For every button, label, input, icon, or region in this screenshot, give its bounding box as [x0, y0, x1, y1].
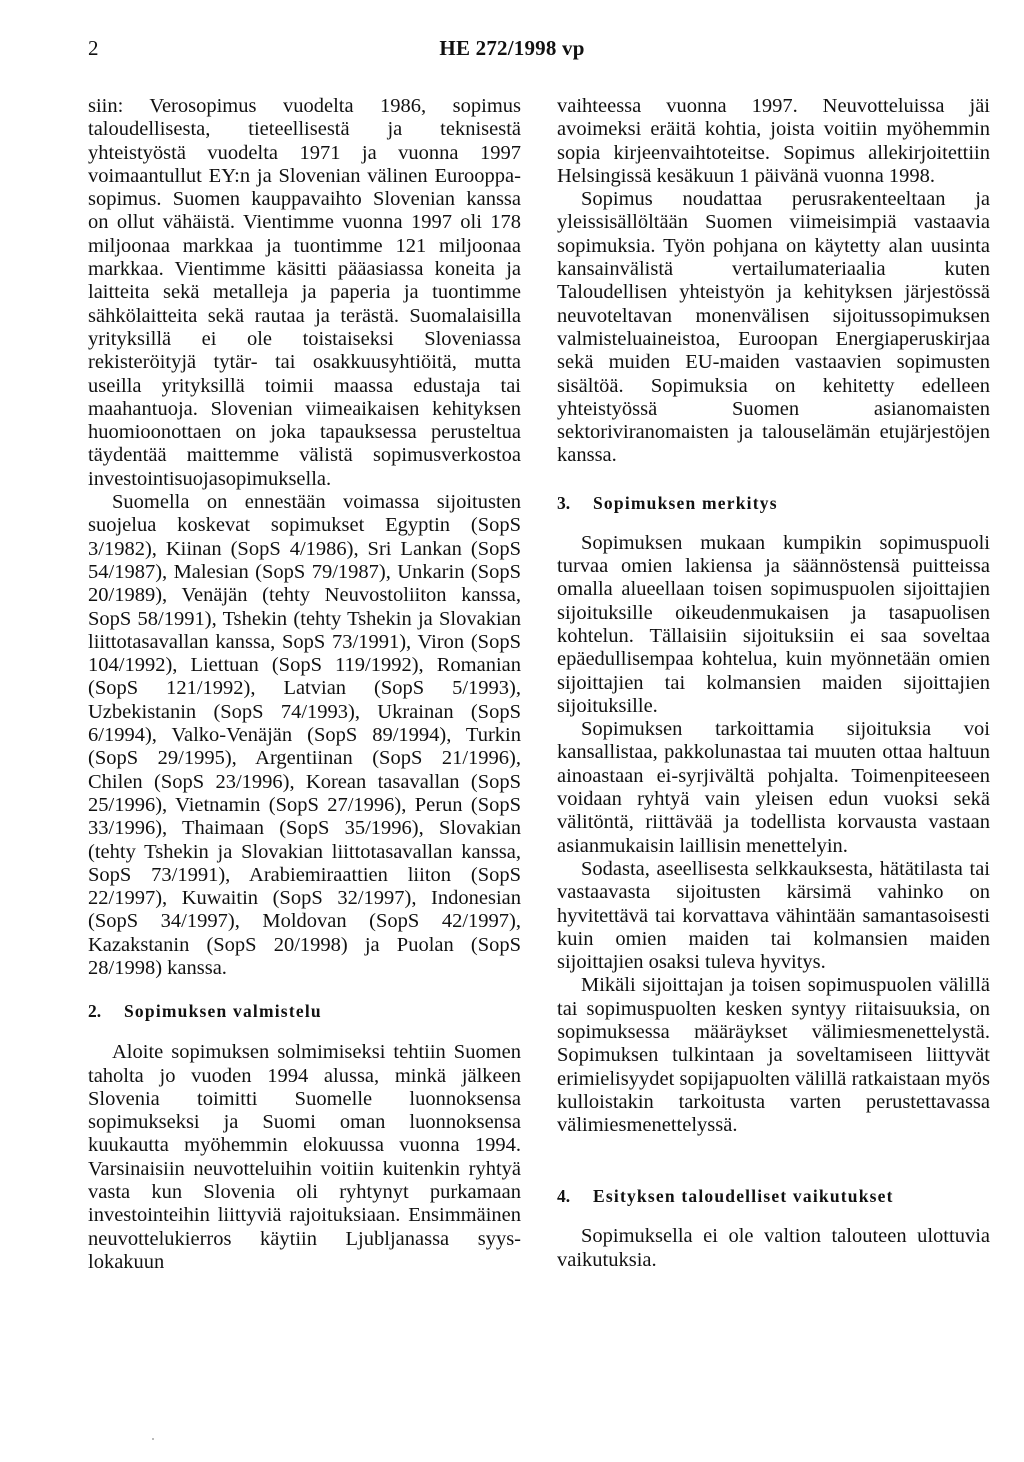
scan-speck — [152, 1438, 154, 1440]
section-number: 3. — [557, 492, 571, 513]
section-heading-3 — [557, 492, 990, 515]
paragraph: Mikäli sijoittajan ja toisen sopimuspuolen välillä tai sopimuspuolten kesken syntyy riitaisuuksia, on sopimuksessa määräykset välimiesmenettelystä. Sopimuksen tulkintaan ja soveltamiseen liittyvät erimielisyydet sopijapuolten välillä ratkaistaan myös kulloistakin tarkoitusta varten perustettavassa välimiesmenettelyssä. — [557, 974, 990, 1137]
paragraph: Sopimuksen tarkoittamia sijoituksia voi kansallistaa, pakkolunastaa tai muuten ottaa haltuun ainoastaan ei-syrjivältä pohjalta. Toimenpiteeseen voidaan ryhtyä vain yleisen edun vuoksi sekä välitöntä, riittävää ja todellista korvausta vastaan asianmukaisin laillisin menettelyin. — [557, 718, 990, 857]
paragraph: siin: Verosopimus vuodelta 1986, sopimus taloudellisesta, tieteellisestä ja teknisestä yhteistyöstä vuodelta 1971 ja vuonna 1997 voimaantullut EY:n ja Slovenian välinen Eurooppa-sopimus. Suomen kauppavaihto Slovenian kanssa on ollut vähäistä. Vientimme vuonna 1997 oli 178 miljoonaa markkaa ja tuontimme 121 miljoonaa markkaa. Vientimme käsitti pääasiassa koneita ja laitteita sekä metalleja ja paperia ja tuontimme sähkölaitteita sekä rautaa ja terästä. Suomalaisilla yrityksillä ei ole toistaiseksi Sloveniassa rekisteröityjä tytär- tai osakkuusyhtiöitä, mutta useilla yrityksillä toimii maassa edustaja tai maahantuoja. Slovenian viimeaikaisen kehityksen huomioonottaen on joka tapauksessa perusteltua täydentää maittemme välistä sopimusverkostoa investointisuojasopimuksella. — [88, 95, 521, 490]
running-title: HE 272/1998 vp — [439, 36, 585, 60]
paragraph: Aloite sopimuksen solmimiseksi tehtiin Suomen taholta jo vuoden 1994 alussa, minkä jälkeen Slovenia toimitti Suomelle luonnoksensa sopimukseksi ja Suomi oman luonnoksensa kuukautta myöhemmin elokuussa vuonna 1994. Varsinaisiin neuvotteluihin voitiin kuitenkin ryhtyä vasta kun Slovenia oli ryhtynyt purkamaan investointeihin liittyviä rajoituksiaan. Ensimmäinen neuvottelukierros käytiin Ljubljanassa syys-lokakuun — [88, 1041, 521, 1273]
paragraph: Sopimuksen mukaan kumpikin sopimuspuoli turvaa omien lakiensa ja säännöstensä puitteissa omalla alueellaan toisen sopimuspuolen sijoittajien sijoituksille oikeudenmukaisen ja tasapuolisen kohtelun. Tällaisiin sijoituksiin ei saa soveltaa epäedullisempaa kohtelua, kuin myönnetään omien sijoittajien tai kolmansien maiden sijoittajien sijoituksille. — [557, 531, 990, 717]
paragraph: Suomella on ennestään voimassa sijoitusten suojelua koskevat sopimukset Egyptin (SopS 3/1982), Kiinan (SopS 4/1986), Sri Lankan (SopS 54/1987), Malesian (SopS 79/1987), Unkarin (SopS 20/1989), Venäjän (tehty Neuvostoliiton kanssa, SopS 58/1991), Tshekin (tehty Tshekin ja Slovakian liittotasavallan kanssa, SopS 73/1991), Viron (SopS 104/1992), Liettuan (SopS 119/1992), Romanian (SopS 121/1992), Latvian (SopS 5/1993), Uzbekistanin (SopS 74/1993), Ukrainan (SopS 6/1994), Valko-Venäjän (SopS 89/1994), Turkin (SopS 29/1995), Argentiinan (SopS 21/1996), Chilen (SopS 23/1996), Korean tasavallan (SopS 25/1996), Vietnamin (SopS 27/1996), Perun (SopS 33/1996), Thaimaan (SopS 35/1996), Slovakian (tehty Tshekin ja Slovakian liittotasavallan kanssa, SopS 73/1991), Arabiemiraattien liiton (SopS 22/1997), Kuwaitin (SopS 32/1997), Indonesian (SopS 34/1997), Moldovan (SopS 42/1997), Kazakstanin (SopS 20/1998) ja Puolan (SopS 28/1998) kanssa. — [88, 491, 521, 979]
section-number: 2. — [88, 1001, 102, 1022]
section-number: 4. — [557, 1186, 571, 1207]
section-title: Sopimuksen valmistelu — [124, 1001, 322, 1022]
left-column — [88, 95, 521, 1274]
section-title: Sopimuksen merkitys — [593, 492, 778, 513]
section-heading-2 — [88, 1000, 521, 1023]
paragraph: Sodasta, aseellisesta selkkauksesta, hätätilasta tai vastaavasta sijoitusten kärsimä vahinko on hyvitettävä tai korvattava vähintään samantasoisesti kuin omien maiden tai kolmansien maiden sijoittajien osaksi tuleva hyvitys. — [557, 857, 990, 974]
paragraph: Sopimuksella ei ole valtion talouteen ulottuvia vaikutuksia. — [557, 1225, 990, 1271]
section-heading-4 — [557, 1185, 990, 1208]
page-number: 2 — [88, 36, 99, 60]
section-title: Esityksen taloudelliset vaikutukset — [593, 1186, 894, 1207]
right-column — [557, 95, 990, 1272]
paragraph: Sopimus noudattaa perusrakenteeltaan ja yleissisällöltään Suomen viimeisimpiä vastaavia sopimuksia. Työn pohjana on käytetty alan uusinta kansainvälistä vertailumateriaalia kuten Taloudellisen yhteistyön ja kehityksen järjestössä neuvoteltavan monenvälisen sijoitussopimuksen valmisteluaineistoa, Euroopan Energiaperuskirjaa sekä muiden EU-maiden vastaavien sopimusten sisältöä. Sopimuksia on kehitetty edelleen yhteistyössä Suomen asianomaisten sektoriviranomaisten ja talouselämän etujärjestöjen kanssa. — [557, 188, 990, 467]
paragraph: vaihteessa vuonna 1997. Neuvotteluissa jäi avoimeksi eräitä kohtia, joista voitiin myöhemmin sopia kirjeenvaihtoteitse. Sopimus allekirjoitettiin Helsingissä kesäkuun 1 päivänä vuonna 1998. — [557, 95, 990, 187]
